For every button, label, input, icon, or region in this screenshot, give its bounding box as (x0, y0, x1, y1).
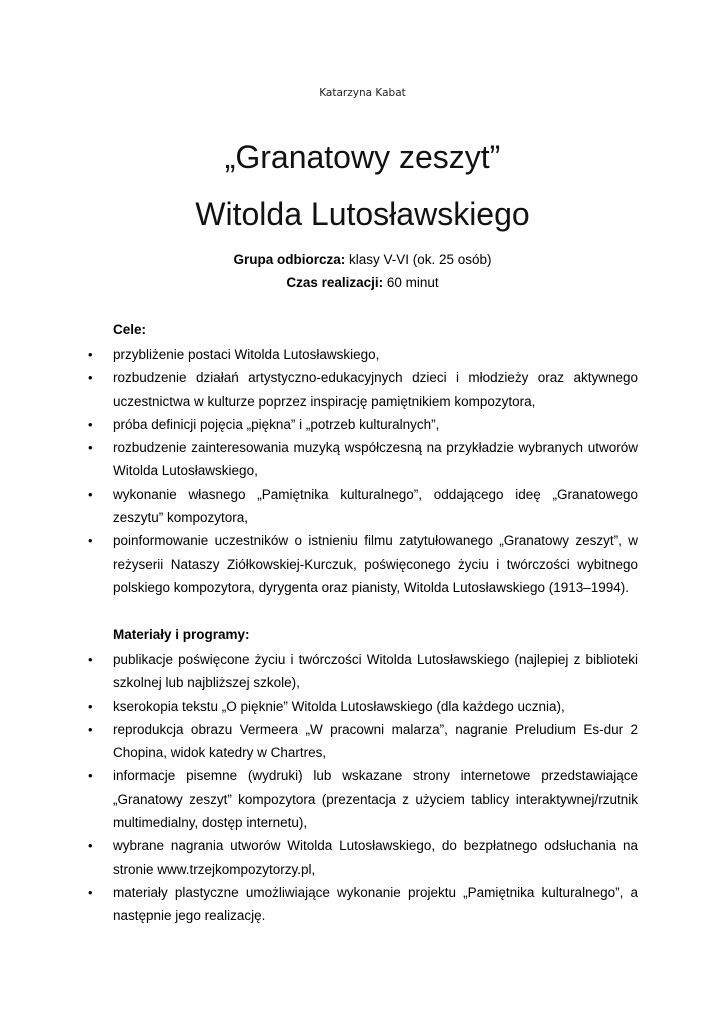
bullet-icon: • (88, 652, 93, 667)
bullet-icon: • (88, 486, 93, 502)
author-name: Katarzyna Kabat (319, 87, 406, 99)
list-item (0, 834, 725, 881)
target-audience-value: klasy V-VI (ok. 25 osób) (345, 252, 492, 267)
bullet-icon: • (88, 533, 93, 549)
duration-value: 60 minut (383, 275, 439, 290)
document-title-line-1: „Granatowy zeszyt” (224, 139, 501, 175)
list-item (0, 695, 725, 718)
bullet-icon: • (88, 721, 93, 737)
duration-line (0, 275, 725, 290)
list-item (0, 413, 725, 436)
bullet-icon: • (88, 370, 93, 386)
list-item (0, 366, 725, 413)
list-item (0, 529, 725, 599)
list-item (0, 483, 725, 530)
list-item-text: przybliżenie postaci Witolda Lutosławskiego, (113, 347, 380, 362)
list-item (0, 343, 725, 366)
list-item (0, 436, 725, 483)
target-audience-label: Grupa odbiorcza: (233, 252, 346, 267)
goals-heading: Cele: (113, 322, 147, 337)
list-item-text: rozbudzenie zainteresowania muzyką współczesną na przykładzie wybranych utworów Witolda Lutosławskiego, (113, 440, 638, 479)
list-item-text: publikacje poświęcone życiu i twórczości Witolda Lutosławskiego (najlepiej z biblioteki szkolnej lub najbliższej szkole), (113, 652, 638, 691)
bullet-icon: • (88, 440, 93, 456)
list-item (0, 764, 725, 834)
list-item-text: informacje pisemne (wydruki) lub wskazane strony internetowe przedstawiające „Granatowy zeszyt” kompozytora (prezentacja z użyciem tablicy interaktywnej/rzutnik multimedialny, dostęp internetu), (113, 768, 638, 831)
materials-list (0, 648, 725, 928)
list-item-text: wybrane nagrania utworów Witolda Lutosławskiego, do bezpłatnego odsłuchania na stronie www.trzejkompozytorzy.pl, (113, 838, 638, 877)
goals-list (0, 343, 725, 599)
list-item-text: poinformowanie uczestników o istnieniu filmu zatytułowanego „Granatowy zeszyt”, w reżyserii Nataszy Ziółkowskiej-Kurczuk, poświęconego życiu i twórczości wybitnego polskiego kompozytora, dyrygenta oraz pianisty, Witolda Lutosławskiego (1913–1994). (113, 533, 638, 595)
list-item-text: kserokopia tekstu „O pięknie” Witolda Lutosławskiego (dla każdego ucznia), (113, 698, 565, 714)
list-item (0, 881, 725, 928)
list-item (0, 648, 725, 695)
list-item (0, 718, 725, 765)
list-item-text: rozbudzenie działań artystyczno-edukacyjnych dzieci i młodzieży oraz aktywnego uczestnictwa w kulturze poprzez inspirację pamiętnikiem kompozytora, (113, 370, 638, 409)
bullet-icon: • (88, 347, 93, 362)
bullet-icon: • (88, 416, 93, 432)
materials-heading: Materiały i programy: (113, 627, 250, 642)
list-item-text: wykonanie własnego „Pamiętnika kulturalnego”, oddającego ideę „Granatowego zeszytu” kompozytora, (113, 486, 638, 526)
bullet-icon: • (88, 838, 93, 854)
bullet-icon: • (88, 884, 93, 900)
bullet-icon: • (88, 698, 93, 714)
duration-label: Czas realizacji: (286, 275, 384, 290)
target-audience-line (0, 252, 725, 267)
document-title-line-2: Witolda Lutosławskiego (195, 196, 530, 232)
list-item-text: materiały plastyczne umożliwiające wykonanie projektu „Pamiętnika kulturalnego”, a następnie jego realizację. (113, 884, 638, 924)
bullet-icon: • (88, 768, 93, 784)
list-item-text: reprodukcja obrazu Vermeera „W pracowni malarza”, nagranie Preludium Es-dur 2 Chopina, widok katedry w Chartres, (113, 721, 638, 761)
list-item-text: próba definicji pojęcia „piękna” i „potrzeb kulturalnych”, (113, 416, 440, 432)
